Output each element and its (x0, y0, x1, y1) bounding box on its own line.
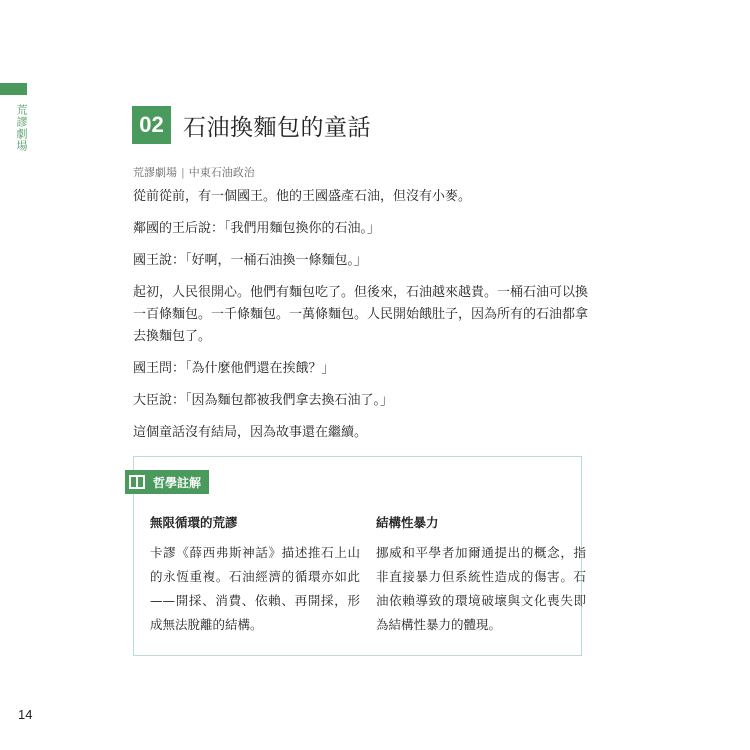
breadcrumb-separator: | (181, 166, 185, 179)
note-title: 無限循環的荒謬 (150, 515, 238, 530)
side-tab (0, 83, 27, 95)
paragraph: 鄰國的王后說：「我們用麵包換你的石油。」 (133, 221, 381, 236)
paragraph: 從前從前，有一個國王。他的王國盛產石油，但沒有小麥。 (133, 189, 472, 204)
story-text (133, 186, 593, 454)
note-column-absurd-cycle (150, 513, 360, 637)
paragraph: 這個童話沒有結局，因為故事還在繼續。 (133, 425, 368, 440)
note-column-structural-violence (376, 513, 586, 637)
breadcrumb-section: 荒謬劇場 (133, 166, 177, 179)
note-title: 結構性暴力 (376, 515, 439, 530)
note-text: 卡謬《薛西弗斯神話》描述推石上山的永恆重複。石油經濟的循環亦如此——開採、消費、依賴、再開採，形成無法脫離的結構。 (150, 545, 360, 632)
paragraph: 起初，人民很開心。他們有麵包吃了。但後來，石油越來越貴。一桶石油可以換一百條麵包。一千條麵包。一萬條麵包。人民開始餓肚子，因為所有的石油都拿去換麵包了。 (133, 285, 589, 344)
side-section-label: 荒謬劇場 (15, 104, 28, 152)
page-number: 14 (18, 707, 33, 722)
note-text: 挪威和平學者加爾通提出的概念，指非直接暴力但系統性造成的傷害。石油依賴導致的環境破壞與文化喪失即為結構性暴力的體現。 (376, 545, 586, 632)
breadcrumb (133, 164, 255, 180)
chapter-heading (132, 106, 371, 144)
paragraph: 國王問：「為什麼他們還在挨餓？」 (133, 361, 335, 376)
breadcrumb-topic: 中東石油政治 (188, 166, 255, 179)
paragraph: 大臣說：「因為麵包都被我們拿去換石油了。」 (133, 393, 394, 408)
paragraph: 國王說：「好啊，一桶石油換一條麵包。」 (133, 253, 368, 268)
philosophy-note-header (125, 470, 209, 494)
chapter-number: 02 (132, 106, 171, 144)
chapter-title: 石油換麵包的童話 (183, 114, 371, 141)
note-header-label: 哲學註解 (153, 475, 202, 490)
book-icon (129, 475, 145, 489)
